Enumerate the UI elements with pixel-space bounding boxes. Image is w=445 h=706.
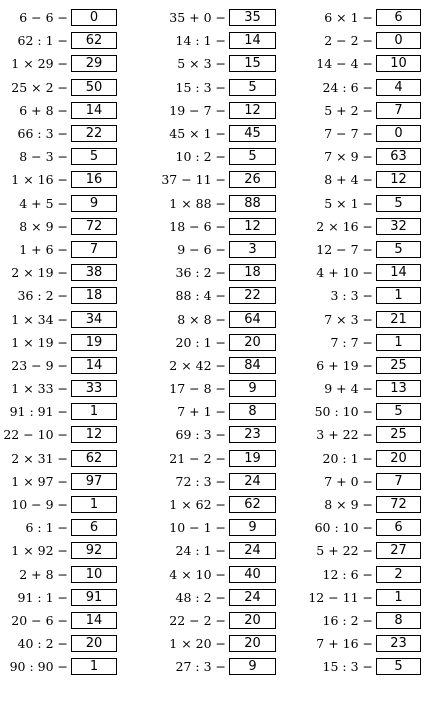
exercise-expression: 15 : 3 − xyxy=(175,79,226,95)
exercise-expression: 60 : 10 − xyxy=(314,520,373,536)
answer-box: 5 xyxy=(376,658,421,675)
exercise-row xyxy=(298,632,445,655)
exercise-row xyxy=(148,632,298,655)
exercise-expression: 20 − 6 − xyxy=(11,612,68,628)
answer-box: 25 xyxy=(376,357,421,374)
exercise-expression: 10 − 1 − xyxy=(169,520,226,536)
exercise-expression: 91 : 1 − xyxy=(17,589,68,605)
exercise-row xyxy=(0,354,148,377)
answer-box: 19 xyxy=(71,334,117,351)
exercise-row xyxy=(148,307,298,330)
exercise-row xyxy=(148,215,298,238)
exercise-expression: 1 × 92 − xyxy=(11,543,68,559)
answer-box: 10 xyxy=(376,55,421,72)
exercise-expression: 24 : 1 − xyxy=(175,543,226,559)
exercise-expression: 8 − 3 − xyxy=(19,149,68,165)
exercise-row xyxy=(148,609,298,632)
exercise-expression: 2 × 16 − xyxy=(316,218,373,234)
exercise-expression: 10 : 2 − xyxy=(175,149,226,165)
answer-box: 24 xyxy=(229,542,276,559)
answer-box: 0 xyxy=(71,9,117,26)
exercise-row xyxy=(0,586,148,609)
answer-box: 19 xyxy=(229,450,276,467)
exercise-row xyxy=(148,6,298,29)
exercise-row xyxy=(0,470,148,493)
exercise-expression: 17 − 8 − xyxy=(169,381,226,397)
exercise-row xyxy=(148,470,298,493)
exercise-row xyxy=(148,516,298,539)
answer-box: 14 xyxy=(71,357,117,374)
exercise-expression: 69 : 3 − xyxy=(175,427,226,443)
exercise-expression: 91 : 91 − xyxy=(9,404,68,420)
answer-box: 9 xyxy=(229,519,276,536)
exercise-row xyxy=(148,354,298,377)
exercise-expression: 12 − 7 − xyxy=(316,241,373,257)
answer-box: 9 xyxy=(229,658,276,675)
answer-box: 12 xyxy=(229,102,276,119)
exercise-expression: 7 − 7 − xyxy=(324,126,373,142)
exercise-expression: 19 − 7 − xyxy=(169,102,226,118)
exercise-row xyxy=(148,400,298,423)
exercise-expression: 20 : 1 − xyxy=(322,450,373,466)
exercise-expression: 7 + 16 − xyxy=(316,636,373,652)
exercise-row xyxy=(298,284,445,307)
exercise-row xyxy=(298,29,445,52)
exercise-expression: 4 + 10 − xyxy=(316,265,373,281)
exercise-row xyxy=(148,284,298,307)
answer-box: 20 xyxy=(229,334,276,351)
exercise-expression: 21 − 2 − xyxy=(169,450,226,466)
exercise-row xyxy=(298,400,445,423)
exercise-row xyxy=(148,168,298,191)
answer-box: 6 xyxy=(71,519,117,536)
answer-box: 20 xyxy=(376,450,421,467)
exercise-expression: 2 × 19 − xyxy=(11,265,68,281)
exercise-expression: 12 − 11 − xyxy=(308,589,373,605)
exercise-row xyxy=(298,539,445,562)
answer-box: 5 xyxy=(376,403,421,420)
exercise-expression: 6 + 8 − xyxy=(19,102,68,118)
exercise-row xyxy=(0,632,148,655)
exercise-row xyxy=(298,52,445,75)
answer-box: 8 xyxy=(376,612,421,629)
exercise-expression: 37 − 11 − xyxy=(161,172,226,188)
exercise-expression: 2 × 31 − xyxy=(11,450,68,466)
answer-box: 5 xyxy=(229,148,276,165)
column-2 xyxy=(148,6,298,702)
answer-box: 24 xyxy=(229,589,276,606)
exercise-row xyxy=(298,238,445,261)
answer-box: 63 xyxy=(376,148,421,165)
exercise-expression: 1 + 6 − xyxy=(19,241,68,257)
exercise-row xyxy=(0,99,148,122)
exercise-row xyxy=(298,331,445,354)
answer-box: 16 xyxy=(71,171,117,188)
exercise-expression: 23 − 9 − xyxy=(11,357,68,373)
answer-box: 5 xyxy=(229,79,276,96)
exercise-row xyxy=(0,122,148,145)
exercise-expression: 5 + 2 − xyxy=(324,102,373,118)
exercise-expression: 1 × 33 − xyxy=(11,381,68,397)
exercise-expression: 3 + 22 − xyxy=(316,427,373,443)
answer-box: 1 xyxy=(376,334,421,351)
exercise-row xyxy=(148,331,298,354)
answer-box: 84 xyxy=(229,357,276,374)
exercise-row xyxy=(298,99,445,122)
exercise-expression: 27 : 3 − xyxy=(175,659,226,675)
exercise-expression: 1 × 62 − xyxy=(169,497,226,513)
exercise-row xyxy=(148,76,298,99)
exercise-expression: 45 × 1 − xyxy=(169,126,226,142)
answer-box: 22 xyxy=(229,287,276,304)
answer-box: 2 xyxy=(376,566,421,583)
answer-box: 24 xyxy=(229,473,276,490)
answer-box: 20 xyxy=(71,635,117,652)
exercise-row xyxy=(0,539,148,562)
exercise-expression: 7 × 3 − xyxy=(324,311,373,327)
answer-box: 23 xyxy=(229,426,276,443)
exercise-row xyxy=(298,307,445,330)
exercise-expression: 40 : 2 − xyxy=(17,636,68,652)
answer-box: 26 xyxy=(229,171,276,188)
answer-box: 0 xyxy=(376,32,421,49)
answer-box: 18 xyxy=(229,264,276,281)
exercise-row xyxy=(0,331,148,354)
exercise-row xyxy=(0,52,148,75)
worksheet xyxy=(0,6,445,702)
answer-box: 1 xyxy=(71,403,117,420)
exercise-expression: 1 × 29 − xyxy=(11,56,68,72)
answer-box: 23 xyxy=(376,635,421,652)
exercise-row xyxy=(0,145,148,168)
exercise-row xyxy=(148,145,298,168)
exercise-expression: 5 × 1 − xyxy=(324,195,373,211)
exercise-row xyxy=(298,168,445,191)
answer-box: 1 xyxy=(71,658,117,675)
exercise-row xyxy=(148,493,298,516)
answer-box: 20 xyxy=(229,635,276,652)
answer-box: 12 xyxy=(229,218,276,235)
exercise-row xyxy=(0,377,148,400)
exercise-expression: 4 × 10 − xyxy=(169,566,226,582)
answer-box: 13 xyxy=(376,380,421,397)
exercise-expression: 6 − 6 − xyxy=(19,10,68,26)
exercise-row xyxy=(148,655,298,678)
answer-box: 9 xyxy=(229,380,276,397)
exercise-row xyxy=(0,307,148,330)
exercise-row xyxy=(0,29,148,52)
exercise-expression: 90 : 90 − xyxy=(9,659,68,675)
exercise-expression: 62 : 1 − xyxy=(17,33,68,49)
exercise-row xyxy=(148,539,298,562)
exercise-row xyxy=(0,238,148,261)
exercise-expression: 12 : 6 − xyxy=(322,566,373,582)
exercise-expression: 9 + 4 − xyxy=(324,381,373,397)
answer-box: 12 xyxy=(71,426,117,443)
exercise-expression: 1 × 19 − xyxy=(11,334,68,350)
exercise-row xyxy=(298,563,445,586)
exercise-row xyxy=(148,586,298,609)
exercise-row xyxy=(298,261,445,284)
answer-box: 9 xyxy=(71,195,117,212)
column-3 xyxy=(298,6,445,702)
exercise-row xyxy=(0,6,148,29)
answer-box: 62 xyxy=(71,32,117,49)
exercise-row xyxy=(298,192,445,215)
exercise-expression: 20 : 1 − xyxy=(175,334,226,350)
exercise-row xyxy=(0,284,148,307)
exercise-row xyxy=(148,99,298,122)
answer-box: 62 xyxy=(229,496,276,513)
exercise-row xyxy=(0,516,148,539)
exercise-row xyxy=(0,215,148,238)
exercise-expression: 1 × 34 − xyxy=(11,311,68,327)
exercise-row xyxy=(298,6,445,29)
exercise-row xyxy=(148,423,298,446)
exercise-expression: 24 : 6 − xyxy=(322,79,373,95)
answer-box: 1 xyxy=(71,496,117,513)
answer-box: 97 xyxy=(71,473,117,490)
answer-box: 10 xyxy=(71,566,117,583)
exercise-expression: 50 : 10 − xyxy=(314,404,373,420)
answer-box: 38 xyxy=(71,264,117,281)
exercise-expression: 9 − 6 − xyxy=(177,241,226,257)
answer-box: 27 xyxy=(376,542,421,559)
exercise-expression: 25 × 2 − xyxy=(11,79,68,95)
exercise-expression: 16 : 2 − xyxy=(322,612,373,628)
exercise-row xyxy=(148,192,298,215)
exercise-expression: 66 : 3 − xyxy=(17,126,68,142)
exercise-expression: 36 : 2 − xyxy=(175,265,226,281)
exercise-expression: 48 : 2 − xyxy=(175,589,226,605)
answer-box: 21 xyxy=(376,311,421,328)
exercise-expression: 15 : 3 − xyxy=(322,659,373,675)
answer-box: 12 xyxy=(376,171,421,188)
exercise-row xyxy=(0,168,148,191)
exercise-expression: 8 × 8 − xyxy=(177,311,226,327)
exercise-row xyxy=(298,377,445,400)
answer-box: 7 xyxy=(376,473,421,490)
exercise-expression: 36 : 2 − xyxy=(17,288,68,304)
answer-box: 91 xyxy=(71,589,117,606)
exercise-row xyxy=(0,655,148,678)
answer-box: 50 xyxy=(71,79,117,96)
exercise-expression: 1 × 97 − xyxy=(11,473,68,489)
exercise-expression: 14 − 4 − xyxy=(316,56,373,72)
exercise-expression: 7 + 0 − xyxy=(324,473,373,489)
exercise-expression: 2 + 8 − xyxy=(19,566,68,582)
answer-box: 72 xyxy=(376,496,421,513)
answer-box: 5 xyxy=(376,195,421,212)
answer-box: 22 xyxy=(71,125,117,142)
answer-box: 72 xyxy=(71,218,117,235)
answer-box: 1 xyxy=(376,589,421,606)
exercise-row xyxy=(298,145,445,168)
answer-box: 35 xyxy=(229,9,276,26)
exercise-expression: 18 − 6 − xyxy=(169,218,226,234)
exercise-expression: 3 : 3 − xyxy=(330,288,373,304)
exercise-row xyxy=(298,586,445,609)
answer-box: 32 xyxy=(376,218,421,235)
exercise-row xyxy=(298,516,445,539)
exercise-row xyxy=(298,423,445,446)
exercise-expression: 72 : 3 − xyxy=(175,473,226,489)
exercise-row xyxy=(298,215,445,238)
exercise-expression: 6 × 1 − xyxy=(324,10,373,26)
answer-box: 6 xyxy=(376,9,421,26)
answer-box: 20 xyxy=(229,612,276,629)
exercise-expression: 1 × 20 − xyxy=(169,636,226,652)
exercise-row xyxy=(298,447,445,470)
exercise-expression: 22 − 10 − xyxy=(3,427,68,443)
exercise-row xyxy=(0,400,148,423)
exercise-row xyxy=(298,609,445,632)
exercise-expression: 8 + 4 − xyxy=(324,172,373,188)
answer-box: 7 xyxy=(71,241,117,258)
answer-box: 64 xyxy=(229,311,276,328)
exercise-row xyxy=(148,52,298,75)
exercise-row xyxy=(298,122,445,145)
answer-box: 8 xyxy=(229,403,276,420)
answer-box: 7 xyxy=(376,102,421,119)
exercise-expression: 8 × 9 − xyxy=(324,497,373,513)
answer-box: 14 xyxy=(71,102,117,119)
exercise-expression: 2 − 2 − xyxy=(324,33,373,49)
answer-box: 0 xyxy=(376,125,421,142)
answer-box: 15 xyxy=(229,55,276,72)
exercise-row xyxy=(0,493,148,516)
exercise-expression: 4 + 5 − xyxy=(19,195,68,211)
answer-box: 4 xyxy=(376,79,421,96)
exercise-expression: 1 × 16 − xyxy=(11,172,68,188)
answer-box: 34 xyxy=(71,311,117,328)
exercise-row xyxy=(298,470,445,493)
answer-box: 14 xyxy=(376,264,421,281)
answer-box: 3 xyxy=(229,241,276,258)
exercise-row xyxy=(0,447,148,470)
answer-box: 6 xyxy=(376,519,421,536)
exercise-row xyxy=(148,122,298,145)
exercise-expression: 88 : 4 − xyxy=(175,288,226,304)
exercise-row xyxy=(298,493,445,516)
column-1 xyxy=(0,6,148,702)
exercise-expression: 35 + 0 − xyxy=(169,10,226,26)
exercise-row xyxy=(148,29,298,52)
exercise-expression: 14 : 1 − xyxy=(175,33,226,49)
exercise-row xyxy=(0,76,148,99)
exercise-expression: 7 × 9 − xyxy=(324,149,373,165)
answer-box: 33 xyxy=(71,380,117,397)
exercise-row xyxy=(298,354,445,377)
exercise-row xyxy=(148,447,298,470)
answer-box: 92 xyxy=(71,542,117,559)
exercise-expression: 1 × 88 − xyxy=(169,195,226,211)
answer-box: 14 xyxy=(71,612,117,629)
exercise-expression: 22 − 2 − xyxy=(169,612,226,628)
answer-box: 29 xyxy=(71,55,117,72)
exercise-row xyxy=(298,655,445,678)
exercise-row xyxy=(148,238,298,261)
exercise-expression: 5 + 22 − xyxy=(316,543,373,559)
exercise-expression: 7 + 1 − xyxy=(177,404,226,420)
exercise-row xyxy=(298,76,445,99)
answer-box: 14 xyxy=(229,32,276,49)
exercise-expression: 6 : 1 − xyxy=(25,520,68,536)
answer-box: 62 xyxy=(71,450,117,467)
exercise-row xyxy=(0,192,148,215)
exercise-expression: 2 × 42 − xyxy=(169,357,226,373)
exercise-row xyxy=(0,609,148,632)
answer-box: 40 xyxy=(229,566,276,583)
answer-box: 5 xyxy=(71,148,117,165)
answer-box: 25 xyxy=(376,426,421,443)
exercise-row xyxy=(0,563,148,586)
exercise-expression: 7 : 7 − xyxy=(330,334,373,350)
answer-box: 88 xyxy=(229,195,276,212)
exercise-row xyxy=(148,377,298,400)
exercise-expression: 5 × 3 − xyxy=(177,56,226,72)
answer-box: 45 xyxy=(229,125,276,142)
exercise-expression: 8 × 9 − xyxy=(19,218,68,234)
exercise-row xyxy=(0,423,148,446)
answer-box: 5 xyxy=(376,241,421,258)
answer-box: 18 xyxy=(71,287,117,304)
answer-box: 1 xyxy=(376,287,421,304)
exercise-row xyxy=(148,563,298,586)
exercise-expression: 6 + 19 − xyxy=(316,357,373,373)
exercise-row xyxy=(0,261,148,284)
exercise-row xyxy=(148,261,298,284)
exercise-expression: 10 − 9 − xyxy=(11,497,68,513)
